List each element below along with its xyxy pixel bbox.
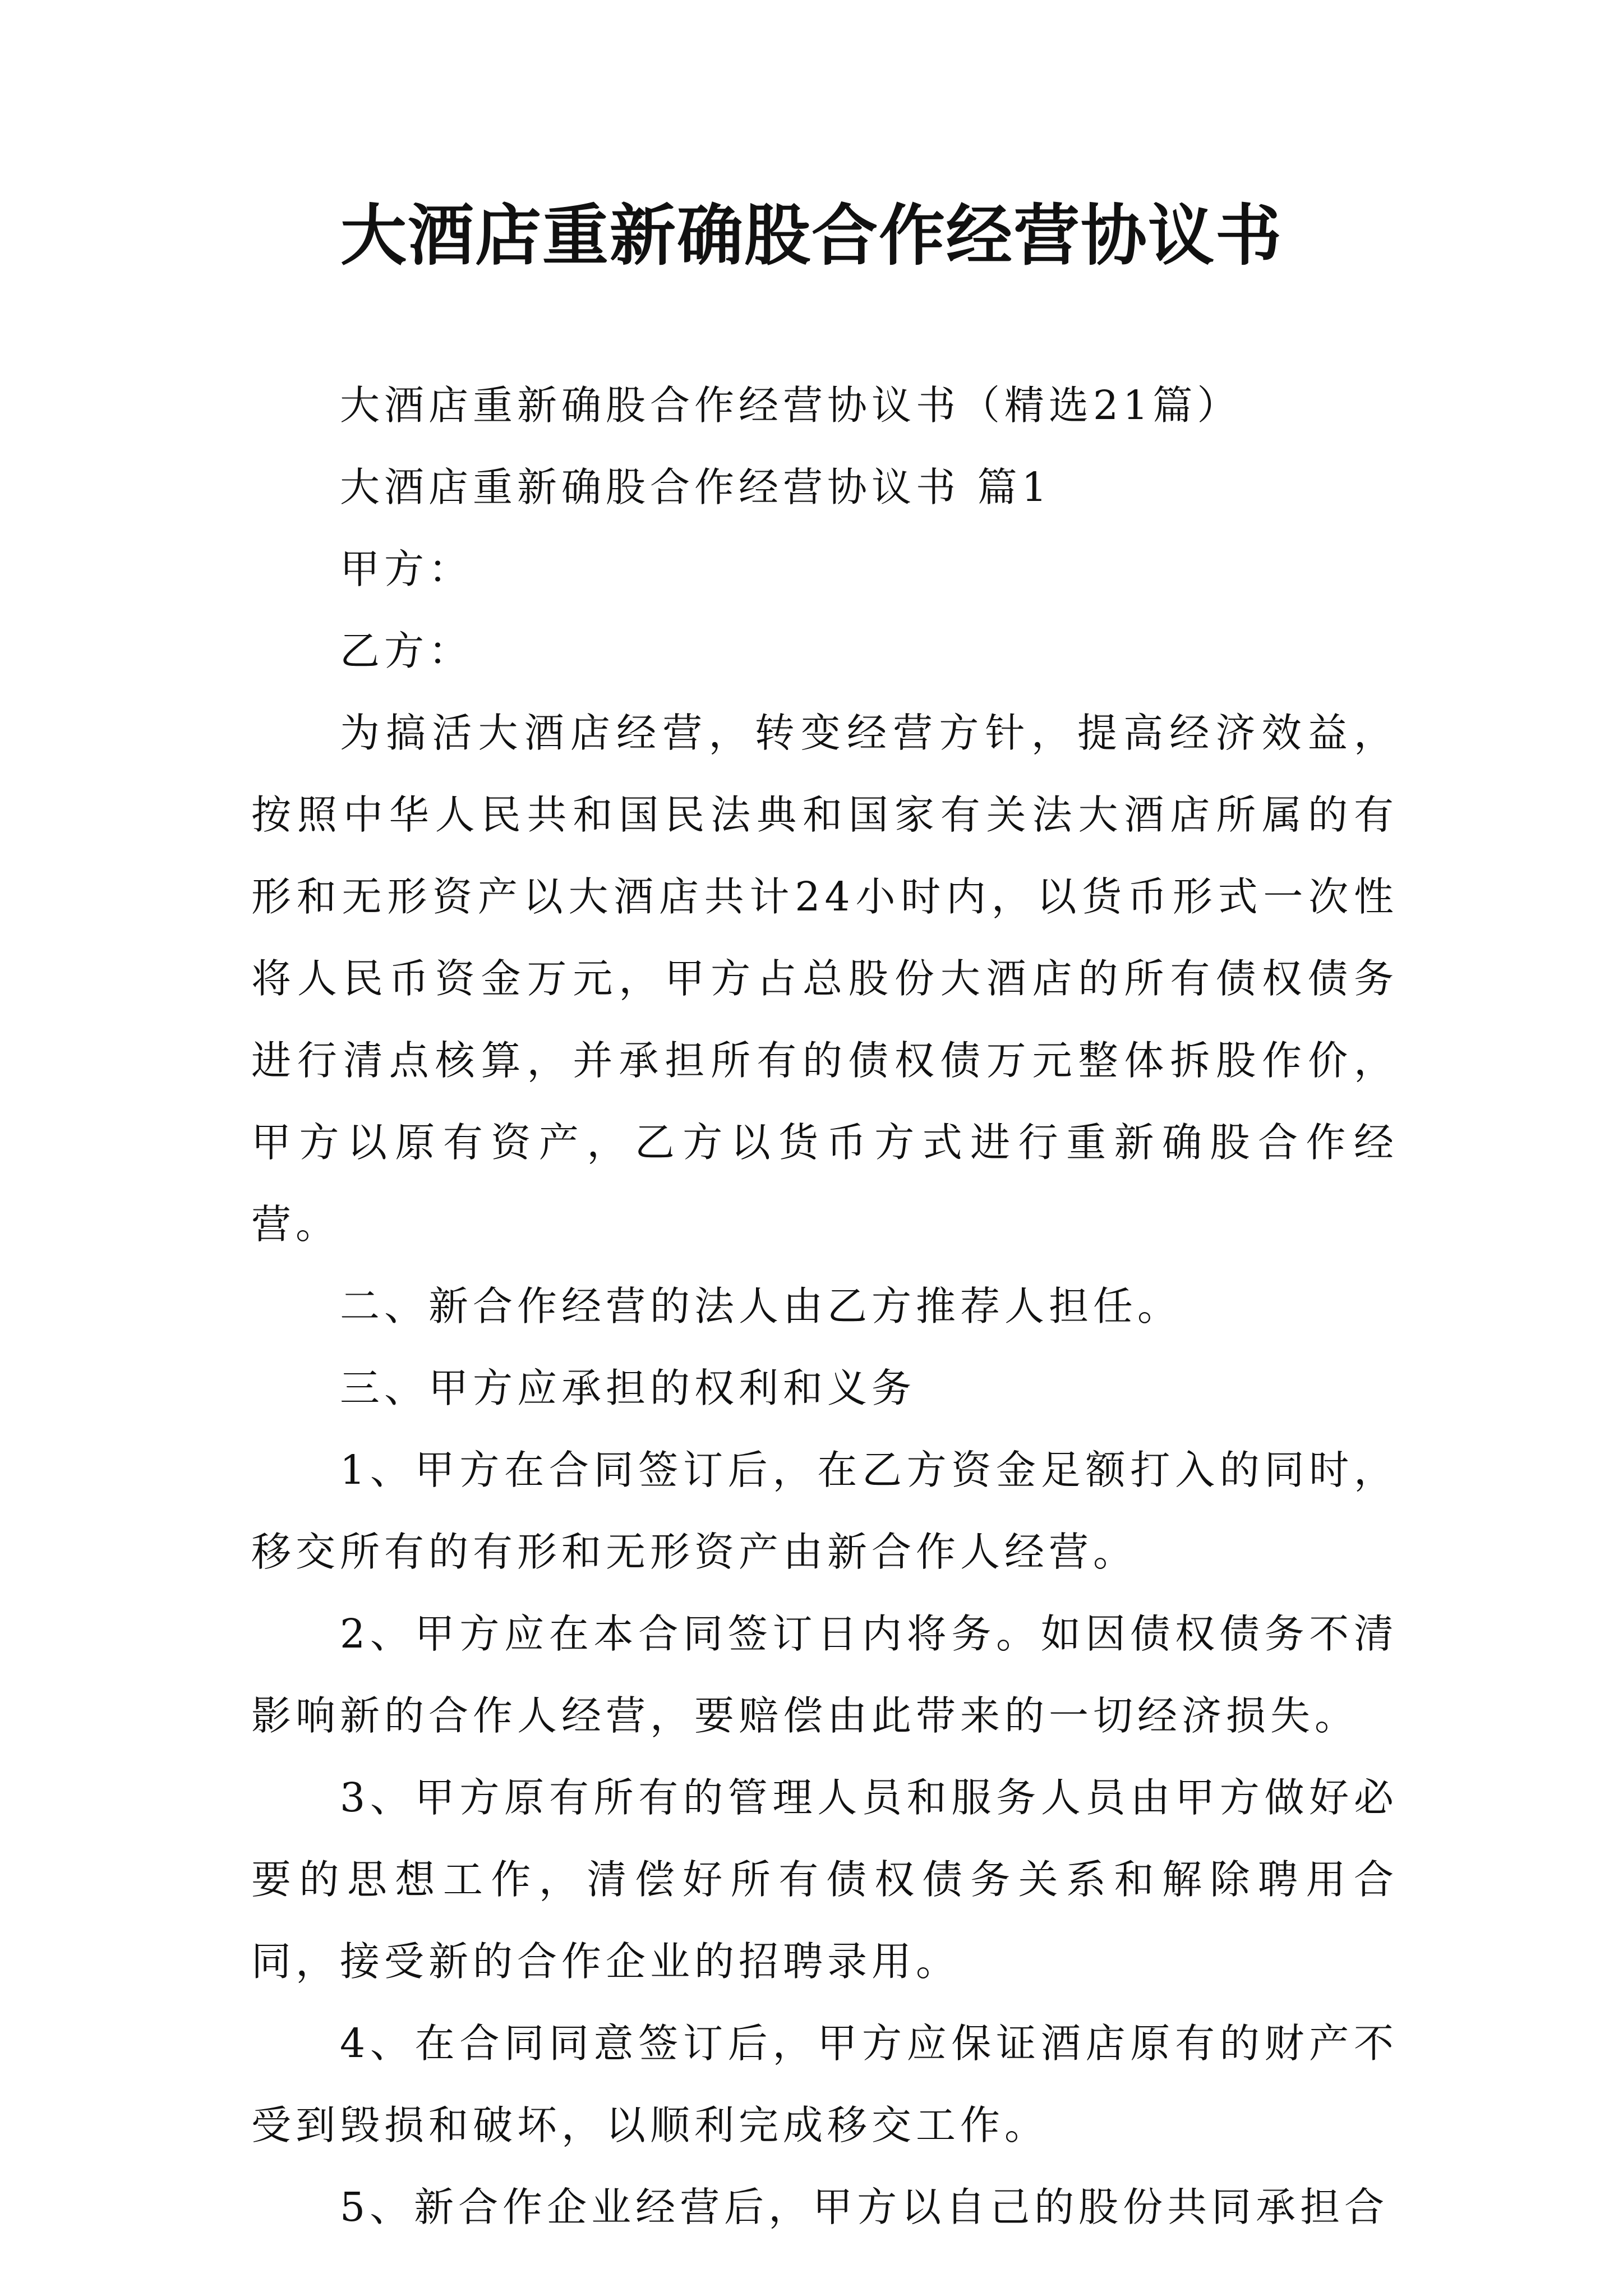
clause-2-paragraph: 二、新合作经营的法人由乙方推荐人担任。 [340,1283,1182,1329]
intro-paragraph: 为搞活大酒店经营，转变经营方针，提高经济效益，按照中华人民共和国民法典和国家有关法大酒店所属的有形和无形资产以大酒店共计24小时内，以货币形式一次性将人民币资金万元，甲方占总股份大酒店的所有债权债务进行清点核算，并承担所有的债权债万元整体拆股作价，甲方以原有资产，乙方以货币方式进行重新确股合作经营。 [251,710,1398,1248]
document-title: 大酒店重新确股合作经营协议书 [340,196,1283,274]
clause-3-item-5: 5、新合作企业经营后，甲方以自己的股份共同承担合 [340,2184,1389,2230]
clause-3-heading: 三、甲方应承担的权利和义务 [340,1365,916,1411]
document-body [251,365,1398,2248]
subtitle-paragraph: 大酒店重新确股合作经营协议书（精选21篇） [340,382,1242,429]
party-a-label: 甲方： [340,546,473,592]
clause-3-item-4: 4、在合同同意签订后，甲方应保证酒店原有的财产不受到毁损和破坏，以顺利完成移交工作。 [251,2020,1398,2148]
clause-3-item-2: 2、甲方应在本合同签订日内将务。如因债权债务不清影响新的合作人经营，要赔偿由此带来的一切经济损失。 [251,1611,1398,1739]
section-heading: 大酒店重新确股合作经营协议书 篇1 [340,464,1052,510]
clause-3-item-1: 1、甲方在合同签订后，在乙方资金足额打入的同时，移交所有的有形和无形资产由新合作人经营。 [251,1447,1398,1575]
clause-3-item-3: 3、甲方原有所有的管理人员和服务人员由甲方做好必要的思想工作，清偿好所有债权债务关系和解除聘用合同，接受新的合作企业的招聘录用。 [251,1774,1398,1985]
party-b-label: 乙方： [340,628,473,674]
